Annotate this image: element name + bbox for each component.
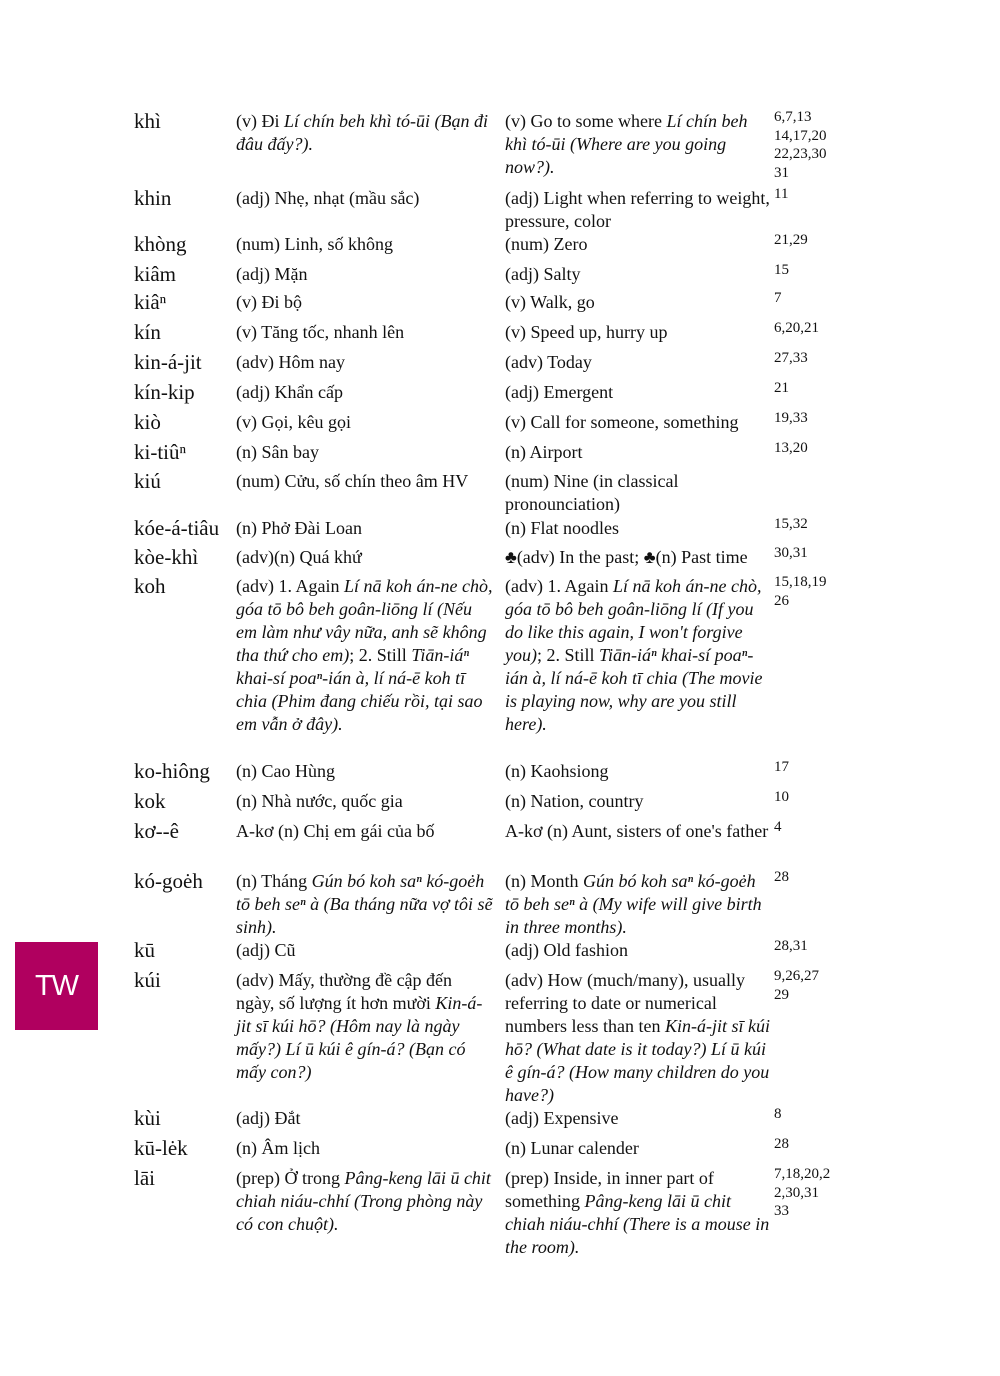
- definition-text: (v) Đi bộ: [236, 292, 302, 312]
- entry-vietnamese-definition: [236, 187, 494, 210]
- entry-vietnamese-definition: [236, 820, 494, 843]
- example-sentence: Lí nā koh án-ne chò, góa tō bô beh goân-liōng lí (If you do like this again, I won't forgive you): [505, 576, 762, 665]
- entry-headword: kín: [134, 320, 161, 344]
- definition-text: ; 2. Still: [349, 645, 412, 665]
- entry-vietnamese-definition: [236, 1167, 494, 1236]
- definition-text: (v) Walk, go: [505, 292, 595, 312]
- entry-page-references: 15,32: [774, 516, 808, 532]
- example-sentence: Lí nā koh án-ne chò, góa tō bô beh goân-liōng lí (Nếu em làm như vây nữa, anh sẽ không tha thứ cho em): [236, 576, 493, 665]
- example-sentence: Kin-á-jit sī kúi hō? (Hôm nay là ngày mấy?) Lí ū kúi ê gín-á? (Bạn có mấy con?): [236, 993, 483, 1082]
- entry-english-definition: [505, 411, 771, 434]
- entry-page-references: 10: [774, 789, 789, 805]
- entry-page-references: 11: [774, 186, 789, 202]
- entry-vietnamese-definition: [236, 381, 494, 404]
- entry-page-references: 4: [774, 819, 782, 835]
- entry-vietnamese-definition: [236, 110, 494, 156]
- definition-text: (adj) Cũ: [236, 940, 296, 960]
- entry-page-references: 21,29: [774, 232, 808, 248]
- definition-text: (n) Cao Hùng: [236, 761, 335, 781]
- definition-text: (v) Đi: [236, 111, 284, 131]
- entry-english-definition: [505, 820, 771, 843]
- entry-page-references: 15: [774, 262, 789, 278]
- entry-english-definition: [505, 1167, 771, 1259]
- entry-page-references: 27,33: [774, 350, 808, 366]
- entry-headword: kū: [134, 938, 155, 962]
- definition-text: (adj) Mặn: [236, 264, 308, 284]
- section-tab-tw: [15, 942, 98, 1030]
- entry-headword: kơ--ê: [134, 819, 179, 843]
- entry-english-definition: [505, 110, 771, 179]
- entry-english-definition: [505, 321, 771, 344]
- entry-page-references: 9,26,27 29: [774, 968, 819, 1003]
- entry-english-definition: [505, 790, 771, 813]
- entry-vietnamese-definition: [236, 517, 494, 540]
- example-sentence: Pâng-keng lāi ū chit chiah niáu-chhí (Trong phòng này có con chuột).: [236, 1168, 491, 1234]
- entry-vietnamese-definition: [236, 790, 494, 813]
- entry-headword: kiú: [134, 469, 161, 493]
- section-tab-label: TW: [34, 969, 79, 1002]
- entry-vietnamese-definition: [236, 760, 494, 783]
- example-sentence: Kin-á-jit sī kúi hō? (What date is it today?) Lí ū kúi ê gín-á? (How many children do you have?): [505, 1016, 770, 1105]
- example-sentence: Lí chín beh khì tó-ūi (Bạn đi đâu đấy?).: [236, 111, 488, 154]
- entry-headword: kiâⁿ: [134, 290, 167, 314]
- entry-page-references: 7: [774, 290, 782, 306]
- definition-text: ; 2. Still: [536, 645, 599, 665]
- definition-text: (n) Kaohsiong: [505, 761, 609, 781]
- entry-headword: kóe-á-tiâu: [134, 516, 220, 540]
- definition-text: (n) Month: [505, 871, 583, 891]
- entry-page-references: 15,18,19 26: [774, 574, 827, 609]
- entry-english-definition: [505, 187, 771, 233]
- entry-vietnamese-definition: [236, 441, 494, 464]
- entry-page-references: 28: [774, 1136, 789, 1152]
- entry-headword: khòng: [134, 232, 187, 256]
- definition-text: (v) Tăng tốc, nhanh lên: [236, 322, 405, 342]
- entry-page-references: 28: [774, 869, 789, 885]
- entry-english-definition: [505, 1107, 771, 1130]
- definition-text: (adv) How (much/many), usually referring to date or numerical numbers less than ten: [505, 970, 745, 1036]
- entry-english-definition: [505, 291, 771, 314]
- entry-english-definition: [505, 470, 771, 516]
- entry-vietnamese-definition: [236, 263, 494, 286]
- entry-page-references: 21: [774, 380, 789, 396]
- entry-headword: khì: [134, 109, 161, 133]
- entry-vietnamese-definition: [236, 1137, 494, 1160]
- definition-text: (num) Zero: [505, 234, 588, 254]
- entry-english-definition: [505, 939, 771, 962]
- entry-vietnamese-definition: [236, 969, 494, 1084]
- definition-text: (n) Sân bay: [236, 442, 319, 462]
- entry-page-references: 30,31: [774, 545, 808, 561]
- entry-vietnamese-definition: [236, 411, 494, 434]
- entry-english-definition: [505, 441, 771, 464]
- entry-page-references: 19,33: [774, 410, 808, 426]
- example-sentence: Gún bó koh saⁿ kó-goėh tō beh seⁿ à (Ba tháng nữa vợ tôi sẽ sinh).: [236, 871, 493, 937]
- definition-text: (prep) Inside, in inner part of something: [505, 1168, 714, 1211]
- entry-vietnamese-definition: [236, 470, 494, 493]
- definition-text: (n) Airport: [505, 442, 583, 462]
- definition-text: (n) Âm lịch: [236, 1138, 320, 1158]
- entry-english-definition: [505, 1137, 771, 1160]
- definition-text: (n) Phở Đài Loan: [236, 518, 362, 538]
- definition-text: (adj) Old fashion: [505, 940, 628, 960]
- entry-headword: kok: [134, 789, 166, 813]
- definition-text: (prep) Ở trong: [236, 1168, 345, 1188]
- example-sentence: Tiān-iáⁿ khai-sí poaⁿ-ián à, lí ná-ē koh tī chia (Phim đang chiếu rồi, tại sao em vẫn ở đây).: [236, 645, 483, 734]
- definition-text: (adj) Light when referring to weight, pressure, color: [505, 188, 770, 231]
- entry-page-references: 6,20,21: [774, 320, 819, 336]
- example-sentence: Lí chín beh khì tó-ūi (Where are you going now?).: [505, 111, 748, 177]
- entry-headword: kòe-khì: [134, 545, 199, 569]
- entry-english-definition: [505, 760, 771, 783]
- entry-page-references: 7,18,20,2 2,30,31 33: [774, 1166, 831, 1219]
- definition-text: (adj) Nhẹ, nhạt (mầu sắc): [236, 188, 420, 208]
- definition-text: (n) Flat noodles: [505, 518, 619, 538]
- entry-vietnamese-definition: [236, 546, 494, 569]
- entry-headword: kū-lėk: [134, 1136, 188, 1160]
- entry-vietnamese-definition: [236, 1107, 494, 1130]
- entry-page-references: 6,7,13 14,17,20 22,23,30 31: [774, 109, 827, 181]
- definition-text: (v) Go to some where: [505, 111, 667, 131]
- definition-text: A-kơ (n) Chị em gái của bố: [236, 821, 435, 841]
- entry-headword: ki-tiûⁿ: [134, 440, 187, 464]
- entry-headword: kùi: [134, 1106, 161, 1130]
- entry-headword: khin: [134, 186, 172, 210]
- definition-text: (n) Lunar calender: [505, 1138, 639, 1158]
- example-sentence: Pâng-keng lāi ū chit chiah niáu-chhí (There is a mouse in the room).: [505, 1191, 770, 1257]
- definition-text: (num) Cửu, số chín theo âm HV: [236, 471, 469, 491]
- entry-vietnamese-definition: [236, 233, 494, 256]
- definition-text: (adv) 1. Again: [505, 576, 613, 596]
- definition-text: (adj) Đắt: [236, 1108, 301, 1128]
- definition-text: (num) Nine (in classical pronounciation): [505, 471, 679, 514]
- definition-text: (adv) Hôm nay: [236, 352, 345, 372]
- entry-english-definition: [505, 517, 771, 540]
- definition-text: A-kơ (n) Aunt, sisters of one's father: [505, 821, 769, 841]
- definition-text: (n) Nhà nước, quốc gia: [236, 791, 403, 811]
- entry-vietnamese-definition: [236, 351, 494, 374]
- definition-text: (n) Nation, country: [505, 791, 644, 811]
- definition-text: (adj) Salty: [505, 264, 581, 284]
- definition-text: (adv) Today: [505, 352, 592, 372]
- entry-headword: kó-goėh: [134, 869, 203, 893]
- definition-text: (v) Speed up, hurry up: [505, 322, 668, 342]
- entry-english-definition: [505, 546, 771, 569]
- entry-headword: kiò: [134, 410, 161, 434]
- entry-headword: kiâm: [134, 262, 176, 286]
- entry-english-definition: [505, 263, 771, 286]
- entry-vietnamese-definition: [236, 939, 494, 962]
- definition-text: (adv) Mấy, thường đề cập đến ngày, số lượng ít hơn mười: [236, 970, 453, 1013]
- entry-english-definition: [505, 381, 771, 404]
- entry-english-definition: [505, 969, 771, 1107]
- entry-page-references: 13,20: [774, 440, 808, 456]
- entry-english-definition: [505, 870, 771, 939]
- entry-headword: kúi: [134, 968, 161, 992]
- definition-text: (adv)(n) Quá khứ: [236, 547, 362, 567]
- entry-headword: ko-hiông: [134, 759, 210, 783]
- example-sentence: Gún bó koh saⁿ kó-goėh tō beh seⁿ à (My wife will give birth in three months).: [505, 871, 762, 937]
- entry-english-definition: [505, 575, 771, 736]
- entry-vietnamese-definition: [236, 321, 494, 344]
- definition-text: (adj) Emergent: [505, 382, 614, 402]
- entry-headword: koh: [134, 574, 166, 598]
- entry-headword: kín-kip: [134, 380, 195, 404]
- entry-vietnamese-definition: [236, 291, 494, 314]
- entry-vietnamese-definition: [236, 575, 494, 736]
- definition-text: (v) Gọi, kêu gọi: [236, 412, 351, 432]
- definition-text: (n) Tháng: [236, 871, 312, 891]
- definition-text: (num) Linh, số không: [236, 234, 393, 254]
- example-sentence: Tiān-iáⁿ khai-sí poaⁿ-ián à, lí ná-ē koh tī chia (The movie is playing now, why are you still here).: [505, 645, 763, 734]
- entry-english-definition: [505, 233, 771, 256]
- entry-headword: lāi: [134, 1166, 155, 1190]
- definition-text: (v) Call for someone, something: [505, 412, 739, 432]
- definition-text: (adj) Expensive: [505, 1108, 619, 1128]
- entry-headword: kin-á-jit: [134, 350, 202, 374]
- entry-page-references: 28,31: [774, 938, 808, 954]
- definition-text: (adj) Khẩn cấp: [236, 382, 343, 402]
- entry-vietnamese-definition: [236, 870, 494, 939]
- entry-english-definition: [505, 351, 771, 374]
- entry-page-references: 17: [774, 759, 789, 775]
- definition-text: ♣(adv) In the past; ♣(n) Past time: [505, 547, 748, 567]
- entry-page-references: 8: [774, 1106, 782, 1122]
- definition-text: (adv) 1. Again: [236, 576, 344, 596]
